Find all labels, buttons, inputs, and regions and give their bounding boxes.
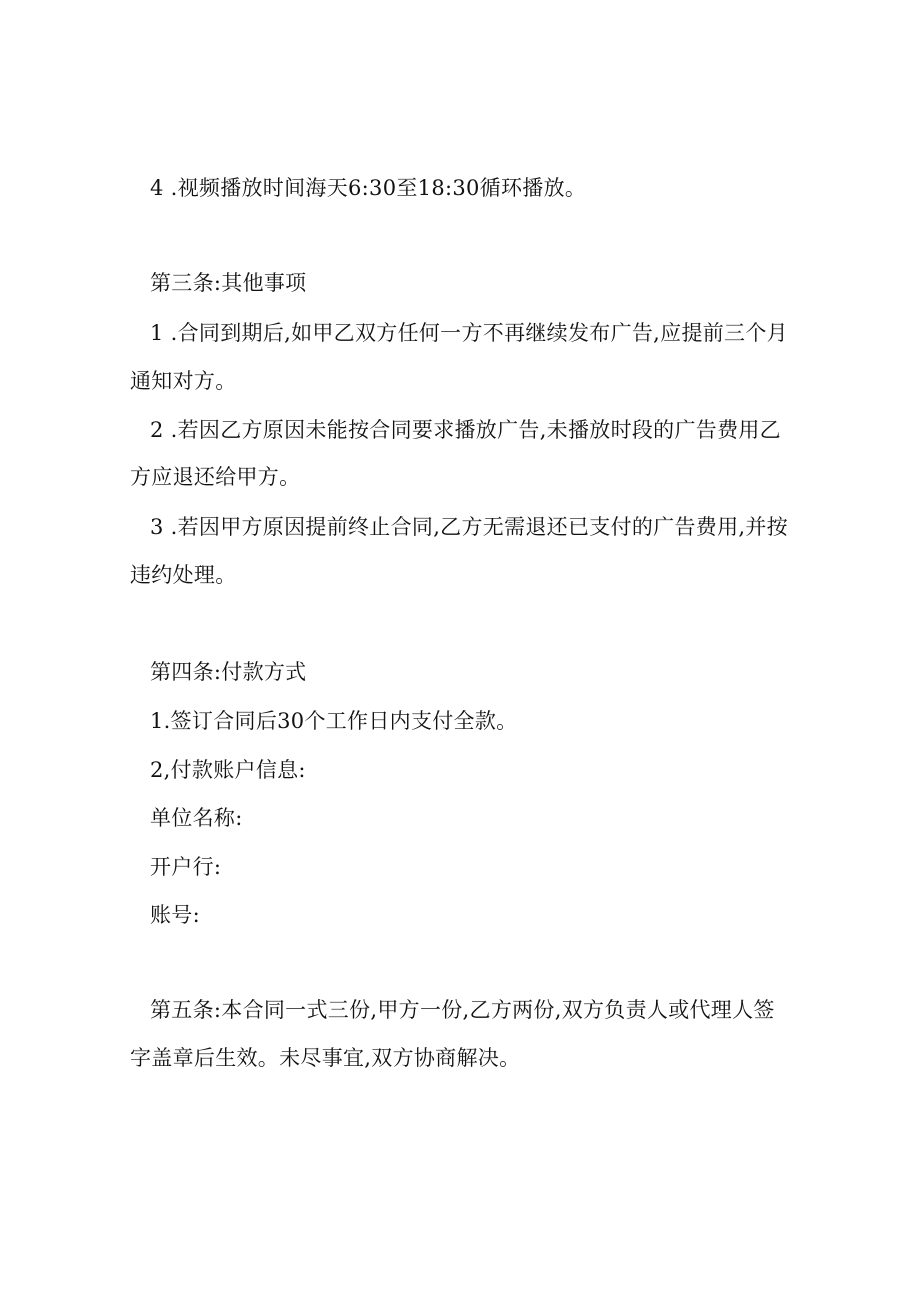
article-3-item-3-line-2: 违约处理。: [130, 563, 237, 587]
item-4-playback-time: 4 .视频播放时间海天6:30至18:30循环播放。: [150, 176, 587, 200]
unit-name-label: 单位名称:: [150, 806, 243, 830]
bank-label: 开户行:: [150, 855, 222, 879]
article-5-line-2: 字盖章后生效。未尽事宜,双方协商解决。: [130, 1046, 521, 1070]
article-3-item-1-line-1: 1 .合同到期后,如甲乙双方任何一方不再继续发布广告,应提前三个月: [150, 321, 788, 345]
article-4-heading: 第四条:付款方式: [150, 660, 307, 684]
article-3-item-1-line-2: 通知对方。: [130, 369, 237, 393]
account-label: 账号:: [150, 903, 200, 927]
article-4-item-1: 1.签订合同后30个工作日内支付全款。: [150, 709, 518, 733]
article-3-item-3-line-1: 3 .若因甲方原因提前终止合同,乙方无需退还已支付的广告费用,并按: [150, 515, 788, 539]
article-3-item-2-line-2: 方应退还给甲方。: [130, 465, 301, 489]
article-3-heading: 第三条:其他事项: [150, 271, 307, 295]
article-5-line-1: 第五条:本合同一式三份,甲方一份,乙方两份,双方负责人或代理人签: [150, 998, 775, 1022]
article-3-item-2-line-1: 2 .若因乙方原因未能按合同要求播放广告,未播放时段的广告费用乙: [150, 418, 781, 442]
article-4-item-2: 2,付款账户信息:: [150, 758, 306, 782]
